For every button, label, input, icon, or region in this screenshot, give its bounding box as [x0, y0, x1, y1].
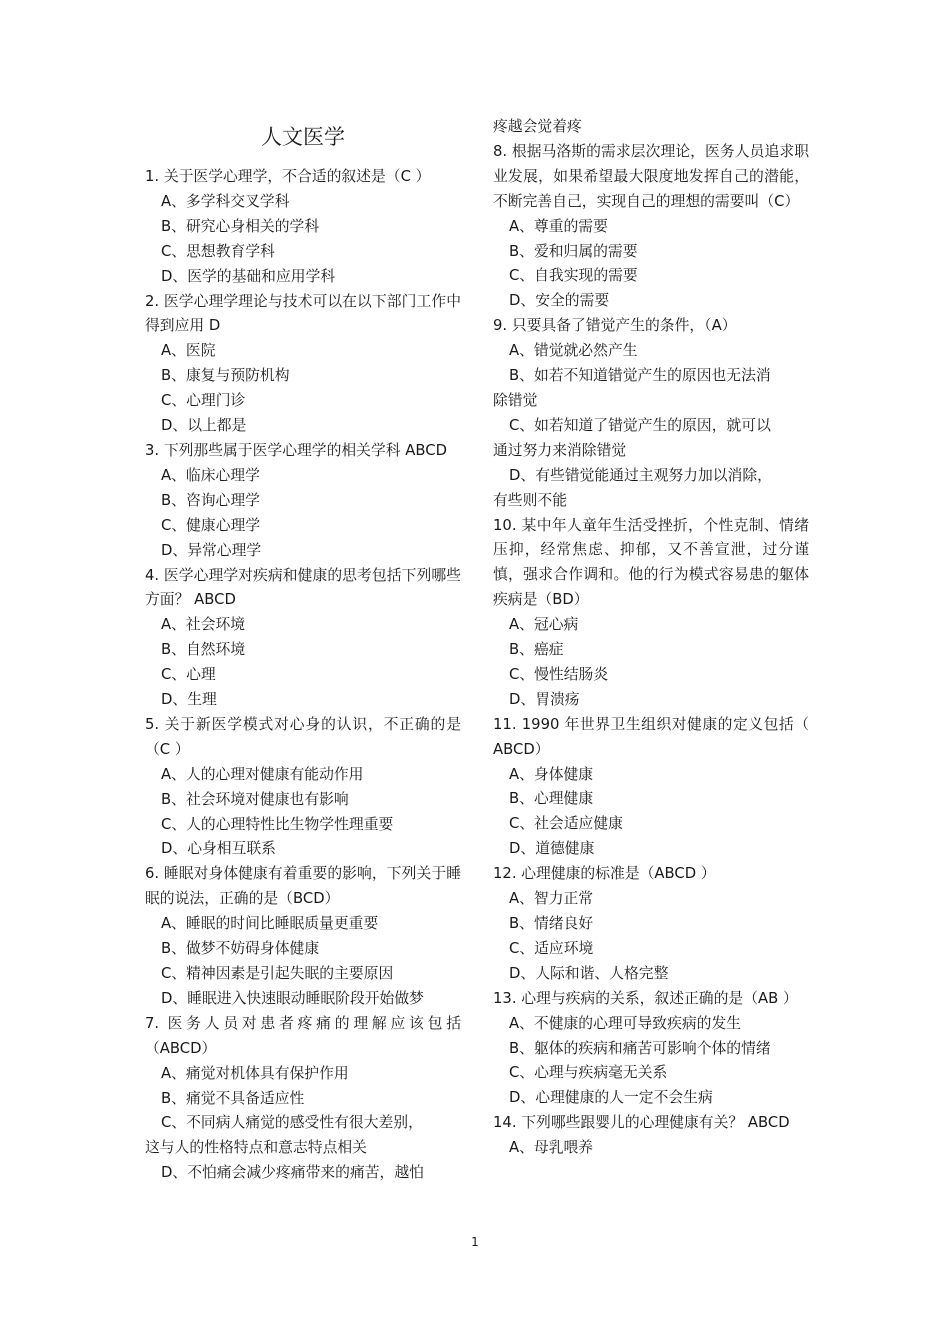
question-text: 2. 医学心理学理论与技术可以在以下部门工作中得到应用 D	[145, 292, 461, 335]
answer-option: B、如若不知道错觉产生的原因也无法消	[509, 367, 771, 385]
answer-option: C、心理与疾病毫无关系	[509, 1064, 668, 1082]
answer-option: A、医院	[161, 342, 216, 360]
question-text: 4. 医学心理学对疾病和健康的思考包括下列哪些方面？ ABCD	[145, 566, 461, 609]
question-text: 12. 心理健康的标准是（ABCD ）	[493, 865, 716, 883]
answer-option: B、爱和归属的需要	[509, 242, 638, 260]
text-continuation: 通过努力来消除错觉	[493, 441, 627, 459]
answer-option: A、社会环境	[161, 616, 246, 634]
answer-option: A、错觉就必然产生	[509, 342, 638, 360]
question-text: 3. 下列那些属于医学心理学的相关学科 ABCD	[145, 441, 448, 459]
answer-option: D、有些错觉能通过主观努力加以消除，	[509, 466, 772, 484]
answer-option: B、躯体的疾病和痛苦可影响个体的情绪	[509, 1039, 771, 1057]
answer-option: C、不同病人痛觉的感受性有很大差别，	[161, 1114, 423, 1132]
answer-option: B、痛觉不具备适应性	[161, 1089, 305, 1107]
answer-option: A、冠心病	[509, 616, 579, 634]
answer-option: D、道德健康	[509, 840, 595, 858]
question-text: 13. 心理与疾病的关系，叙述正确的是（AB ）	[493, 989, 798, 1007]
answer-option: D、不怕痛会减少疼痛带来的痛苦，越怕	[161, 1164, 424, 1182]
question-text: 10. 某中年人童年生活受挫折，个性克制、情绪压抑，经常焦虑、抑郁，又不善宣泄，过分谨慎，强求合作调和。他的行为模式容易患的躯体疾病是（BD）	[493, 516, 809, 609]
answer-option: D、生理	[161, 691, 217, 709]
left-column	[145, 165, 461, 1186]
answer-option: A、尊重的需要	[509, 217, 608, 235]
text-continuation: 疼越会觉着疼	[493, 118, 582, 135]
answer-option: B、咨询心理学	[161, 491, 260, 509]
answer-option: D、人际和谐、人格完整	[509, 964, 669, 982]
answer-option: D、睡眠进入快速眼动睡眠阶段开始做梦	[161, 989, 424, 1007]
question-text: 9. 只要具备了错觉产生的条件，（A）	[493, 317, 737, 335]
page-number: 1	[471, 1235, 479, 1249]
answer-option: A、痛觉对机体具有保护作用	[161, 1064, 349, 1082]
question-text: 5. 关于新医学模式对心身的认识，不正确的是（C ）	[145, 715, 461, 758]
answer-option: B、康复与预防机构	[161, 367, 290, 385]
answer-option: A、人的心理对健康有能动作用	[161, 765, 364, 783]
answer-option: A、睡眠的时间比睡眠质量更重要	[161, 915, 379, 933]
answer-option: C、心理门诊	[161, 392, 246, 410]
answer-option: A、身体健康	[509, 765, 594, 783]
answer-option: A、母乳喂养	[509, 1139, 594, 1157]
question-text: 14. 下列哪些跟婴儿的心理健康有关？ ABCD	[493, 1114, 790, 1132]
answer-option: C、慢性结肠炎	[509, 665, 609, 683]
text-continuation: 除错觉	[493, 391, 538, 409]
answer-option: C、思想教育学科	[161, 242, 275, 260]
page-title: 人文医学	[261, 125, 345, 149]
answer-option: A、临床心理学	[161, 466, 260, 484]
answer-option: C、健康心理学	[161, 516, 261, 534]
answer-option: A、不健康的心理可导致疾病的发生	[509, 1014, 742, 1032]
answer-option: D、心身相互联系	[161, 840, 276, 858]
answer-option: D、心理健康的人一定不会生病	[509, 1089, 713, 1107]
question-text: 11. 1990 年世界卫生组织对健康的定义包括（ ABCD）	[493, 715, 809, 758]
answer-option: A、多学科交叉学科	[161, 192, 290, 210]
answer-option: C、心理	[161, 666, 216, 684]
answer-option: A、智力正常	[509, 890, 594, 908]
answer-option: C、社会适应健康	[509, 815, 623, 833]
question-text: 7. 医务人员对患者疼痛的理解应该包括（ABCD）	[145, 1014, 461, 1057]
answer-option: C、适应环境	[509, 939, 594, 957]
answer-option: B、情绪良好	[509, 915, 594, 932]
answer-option: D、异常心理学	[161, 541, 262, 559]
question-text: 1. 关于医学心理学，不合适的叙述是（C ）	[145, 168, 431, 185]
text-continuation: 这与人的性格特点和意志特点相关	[145, 1139, 367, 1157]
answer-option: D、医学的基础和应用学科	[161, 267, 336, 285]
answer-option: B、癌症	[509, 641, 564, 659]
answer-option: B、社会环境对健康也有影响	[161, 790, 349, 808]
answer-option: C、自我实现的需要	[509, 267, 638, 285]
answer-option: C、人的心理特性比生物学性理重要	[161, 815, 394, 833]
answer-option: B、做梦不妨碍身体健康	[161, 940, 320, 958]
answer-option: B、心理健康	[509, 790, 594, 808]
answer-option: B、研究心身相关的学科	[161, 217, 320, 235]
answer-option: C、如若知道了错觉产生的原因，就可以	[509, 416, 771, 434]
answer-option: D、安全的需要	[509, 292, 610, 310]
question-text: 8. 根据马洛斯的需求层次理论，医务人员追求职业发展，如果希望最大限度地发挥自己的潜能，不断完善自己，实现自己的理想的需要叫（C）	[493, 142, 809, 210]
answer-option: D、胃溃疡	[509, 690, 580, 708]
answer-option: D、以上都是	[161, 417, 247, 435]
text-continuation: 有些则不能	[493, 491, 567, 509]
answer-option: B、自然环境	[161, 641, 246, 659]
answer-option: C、精神因素是引起失眠的主要原因	[161, 965, 394, 982]
question-text: 6. 睡眠对身体健康有着重要的影响，下列关于睡眠的说法，正确的是（BCD）	[145, 865, 461, 908]
right-column	[493, 115, 809, 1161]
